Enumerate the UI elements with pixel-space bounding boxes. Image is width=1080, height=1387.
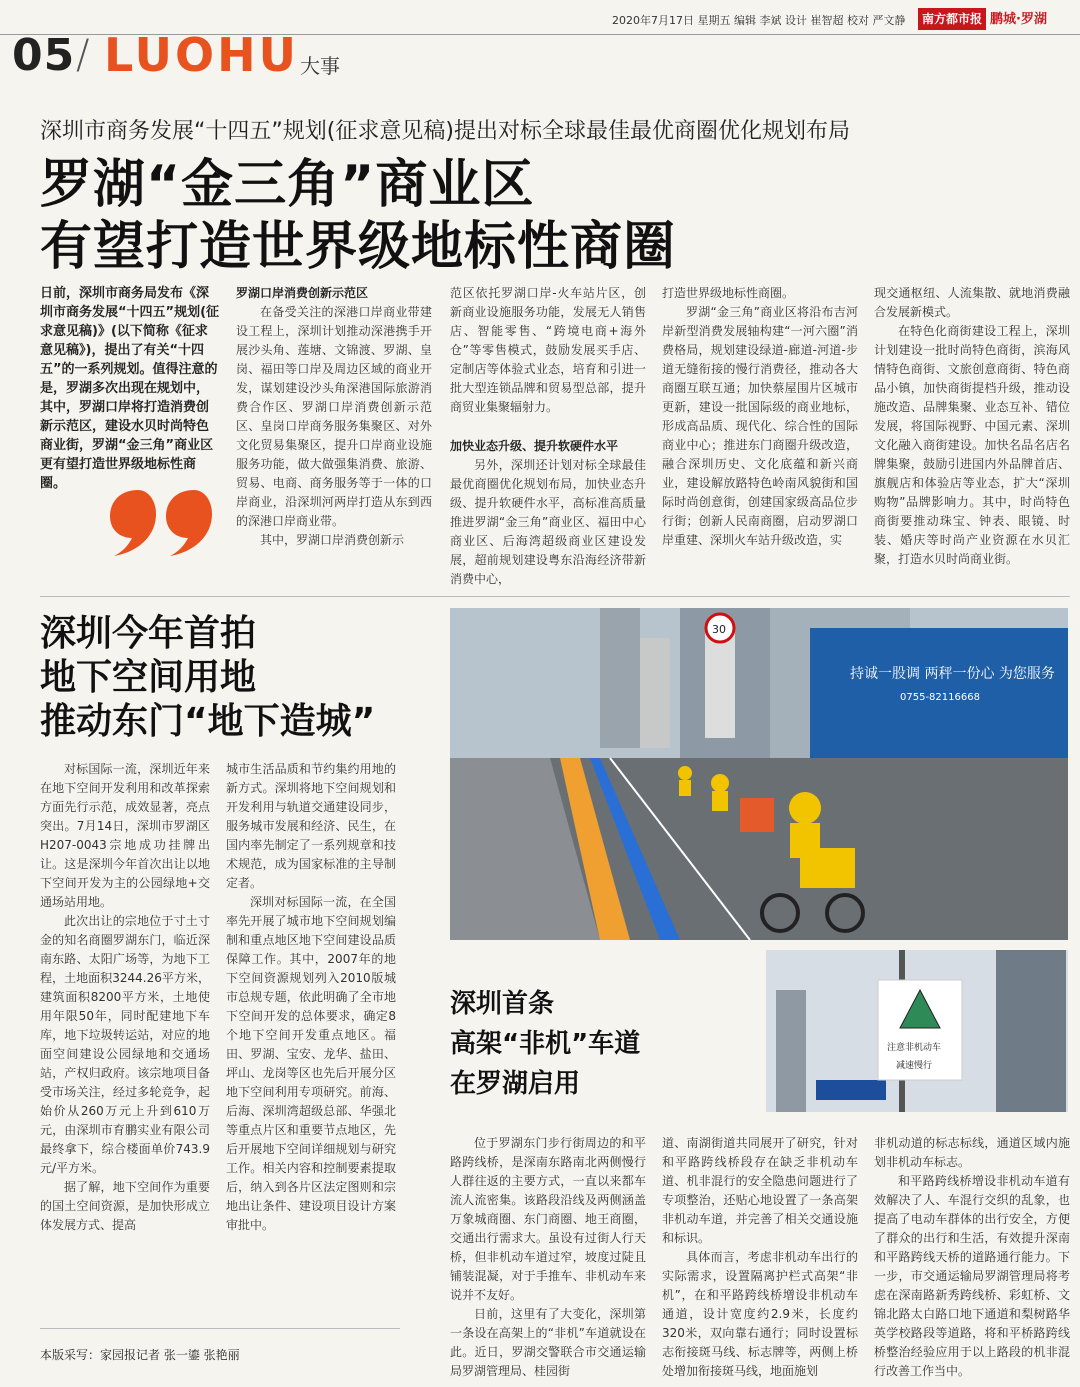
article2-headline-3: 推动东门“地下造城” — [40, 701, 376, 742]
edition-logo: 鹏城·罗湖 — [990, 12, 1047, 27]
article1-col2-p2: 另外，深圳还计划对标全球最佳最优商圈优化规划布局，加快业态升级、提升软硬件水平，高标准高质量推进罗湖“金三角”商业区、福田中心商业区、后海湾超级商业区建设发展，超前规划建设粤东沿海经济带新消费中心， — [450, 458, 646, 586]
article1-subhead-2: 加快业态升级、提升软硬件水平 — [450, 439, 619, 453]
article1-bottom-rule — [40, 596, 1070, 597]
article1-headline-1: 罗湖“金三角”商业区 — [40, 155, 535, 215]
article2-col1 — [40, 760, 210, 1235]
article2-col1-p3: 据了解，地下空间作为重要的国土空间资源，是加快形成立体发展方式、提高 — [40, 1180, 210, 1232]
article3-col1 — [450, 1134, 646, 1381]
elevated-bike-lane-photo — [450, 608, 1068, 940]
article2-col1-p2: 此次出让的宗地位于寸土寸金的知名商圈罗湖东门，临近深南东路、太阳广场等，为地下工程，土地面积3244.26平方米，建筑面积8200平方米，土地使用年限50年，同时配建地下车库，地下垃圾转运站，对应的地面空间建设公园绿地和交通场站，产权归政府。该宗地项目备受市场关注，经过多轮竞争，起始价从260万元上升到610万元，由深圳市育鹏实业有限公司最终拿下，综合楼面单价743.9元/平方米。 — [40, 914, 210, 1175]
article2-col2-p1: 城市生活品质和节约集约用地的新方式。深圳将地下空间规划和开发利用与轨道交通建设同步，服务城市发展和经济、民生，在国内率先制定了一系列规章和技术规范，成为国家标准的主导制定者。 — [226, 762, 396, 890]
article3-col2-p2: 具体而言，考虑非机动车出行的实际需求，设置隔离护栏式高架“非机”，在和平路跨线桥增设非机动车通道，设计宽度约2.9米，长度约320米，双向靠右通行；同时设置标志衔接斑马线、标志牌等，两侧上桥处增加衔接斑马线，地面施划 — [662, 1250, 858, 1378]
paper-logo: 南方都市报 — [918, 8, 986, 30]
article1-col4-p2: 在特色化商街建设工程上，深圳计划建设一批时尚特色商街，滨海风情特色商街、文旅创意商街、特色商品小镇，加快商街提档升级，推动设施改造、品牌集聚、业态互补、错位发展，将国际视野、中国元素、深圳文化融入商街建设。加快名品名店名牌集聚，鼓励引进国内外品牌首店、旗舰店和体验店等业态，扩大“深圳购物”品牌影响力。其中，时尚特色商街要推动珠宝、钟表、眼镜、时装、婚庆等时尚产业资源在水贝汇聚，打造水贝时尚商业街。 — [874, 324, 1070, 566]
byline-credit: 本版采写：家园报记者 张一鎏 张艳丽 — [40, 1348, 240, 1362]
article1-col3-p2: 罗湖“金三角”商业区将沿布吉河岸新型消费发展轴构建“一河六圈”消费格局，规划建设绿道-廊道-河道-步道无缝衔接的慢行消费径，推动各大商圈互联互通；加快蔡屋围片区城市更新，建设一批国际级的商业地标，形成高品质、现代化、综合性的国际商业中心；推进东门商圈升级改造，融合深圳历史、文化底蕴和新兴商业，建设解放路特色岭南风貌街和国际时尚创意街，创建国家级高品位步行街；创新人民南商圈，启动罗湖口岸重建、深圳火车站升级改造，实 — [662, 305, 858, 547]
article2-col2 — [226, 760, 396, 1235]
masthead-logo — [918, 8, 1076, 30]
slash-divider: / — [76, 32, 90, 78]
bank-phone: 0755-82116668 — [900, 692, 980, 703]
article1-col4 — [874, 284, 1070, 569]
section-title: LUOHU — [104, 28, 299, 82]
article2-col2-p2: 深圳对标国际一流，在全国率先开展了城市地下空间规划编制和重点地区地下空间建设品质保障工作。其中，2007年的地下空间资源规划列入2010版城市总规专题，依此明确了全市地下空间开发的总体要求，确定8个地下空间开发重点地区。福田、罗湖、宝安、龙华、盐田、坪山、龙岗等区也先后开展分区地下空间利用专项研究。前海、后海、深圳湾超级总部、华强北等重点片区和重要节点地区，先后开展地下空间详细规划与研究工作。相关内容和控制要素提取后，纳入到各片区法定图则和宗地出让条件、建设项目设计方案审批中。 — [226, 895, 396, 1232]
article1-kicker: 深圳市商务发展“十四五”规划(征求意见稿)提出对标全球最佳最优商圈优化规划布局 — [40, 119, 850, 144]
sign-line-2: 减速慢行 — [896, 1061, 933, 1071]
article2-bottom-rule — [40, 1328, 400, 1329]
article2-headline-1: 深圳今年首拍 — [40, 613, 257, 654]
article3-headline — [450, 984, 640, 1104]
article1-col2-p1: 范区依托罗湖口岸-火车站片区，创新商业设施服务功能，发展无人销售店、智能零售、“跨境电商+海外仓”等零售模式，鼓励发展买手店、定制店等体验式业态，培育和引进一批大型连锁品牌和贸易型总部，提升商贸业集聚辐射力。 — [450, 286, 646, 414]
article1-headline-2: 有望打造世界级地标性商圈 — [40, 217, 677, 277]
article3-col3 — [874, 1134, 1070, 1381]
article3-headline-3: 在罗湖启用 — [450, 1069, 581, 1099]
article1-col1 — [236, 284, 432, 550]
article3-col3-p2: 和平路跨线桥增设非机动车道有效解决了人、车混行交织的乱象，也提高了电动车群体的出行安全，方便了群众的出行和生活，有效提升深南和平路跨线天桥的道路通行能力。下一步，市交通运输局罗湖管理局将考虑在深南路新秀跨线桥、彩虹桥、文锦北路太白路口地下通道和梨树路华英学校路段等道路，将和平桥路跨线桥整治经验应用于以上路段的机非混行改善工作当中。 — [874, 1174, 1070, 1378]
article3-col2-p1: 道、南湖街道共同展开了研究，针对和平路跨线桥段存在缺乏非机动车道、机非混行的安全隐患问题进行了专项整治，还贴心地设置了一条高架非机动车道，并完善了相关交通设施和标识。 — [662, 1136, 858, 1245]
article1-col3 — [662, 284, 858, 550]
page-number: 05 — [12, 30, 76, 81]
article2-headline-2: 地下空间用地 — [40, 657, 257, 698]
bike-sign-photo — [766, 950, 1068, 1112]
article3-col3-p1: 非机动道的标志标线，通道区域内施划非机动车标志。 — [874, 1136, 1070, 1169]
article2-col1-p1: 对标国际一流，深圳近年来在地下空间开发利用和改革探索方面先行示范，成效显著，亮点突出。7月14日，深圳市罗湖区H207-0043宗地成功挂牌出让。这是深圳今年首次出让以地下空间开发为主的公园绿地+交通场站用地。 — [40, 762, 210, 909]
speed-limit: 30 — [712, 623, 726, 636]
article3-headline-2: 高架“非机”车道 — [450, 1029, 641, 1059]
article1-lede: 日前，深圳市商务局发布《深圳市商务发展“十四五”规划(征求意见稿)》(以下简称《征求意见稿》)，提出了有关“十四五”的一系列规划。值得注意的是，罗湖多次出现在规划中，其中，罗湖口岸将打造消费创新示范区，建设水贝时尚特色商业街，罗湖“金三角”商业区更有望打造世界级地标性商圈。 — [40, 286, 220, 491]
sign-line-1: 注意非机动车 — [887, 1043, 942, 1053]
issue-meta: 2020年7月17日 星期五 编辑 李斌 设计 崔智超 校对 严文静 — [612, 14, 906, 27]
article1-col2 — [450, 284, 646, 589]
article3-headline-1: 深圳首条 — [450, 989, 555, 1019]
article1-col4-p1: 现交通枢纽、人流集散、就地消费融合发展新模式。 — [874, 286, 1070, 319]
article2-headline — [40, 612, 375, 744]
article3-col1-p1: 位于罗湖东门步行街周边的和平路跨线桥，是深南东路南北两侧慢行人群往返的主要方式，一直以来都车流人流密集。该路段沿线及两侧涵盖万象城商圈、东门商圈、地王商圈，交通出行需求大。虽设有过街人行天桥，但非机动车道过窄，坡度过陡且铺装混凝，对于手推车、非机动车来说并不友好。 — [450, 1136, 646, 1302]
article1-col3-p1: 打造世界级地标性商圈。 — [662, 286, 795, 300]
section-tag: 大事 — [300, 54, 340, 78]
bank-sign-text: 持诚一股调 两秤一份心 为您服务 — [850, 666, 1055, 682]
article3-col2 — [662, 1134, 858, 1381]
article1-subhead-1: 罗湖口岸消费创新示范区 — [236, 286, 369, 300]
article1-col1-p1: 在备受关注的深港口岸商业带建设工程上，深圳计划推动深港携手开展沙头角、莲塘、文锦渡、罗湖、皇岗、福田等口岸及周边区域的商业开发，谋划建设沙头角深港国际旅游消费合作区、罗湖口岸消费创新示范区、皇岗口岸商务服务集聚区、对外文化贸易集聚区，提升口岸商业设施服务功能，做大做强集消费、旅游、贸易、电商、商务服务等于一体的口岸商业，沿深圳河两岸打造从东到西的深港口岸商业带。 — [236, 305, 432, 528]
quote-icon — [108, 488, 218, 558]
article3-col1-p2: 日前，这里有了大变化，深圳第一条设在高架上的“非机”车道就设在此。近日，罗湖交警联合市交通运输局罗湖管理局、桂园街 — [450, 1307, 646, 1378]
article1-col1-p2: 其中，罗湖口岸消费创新示 — [260, 533, 405, 547]
